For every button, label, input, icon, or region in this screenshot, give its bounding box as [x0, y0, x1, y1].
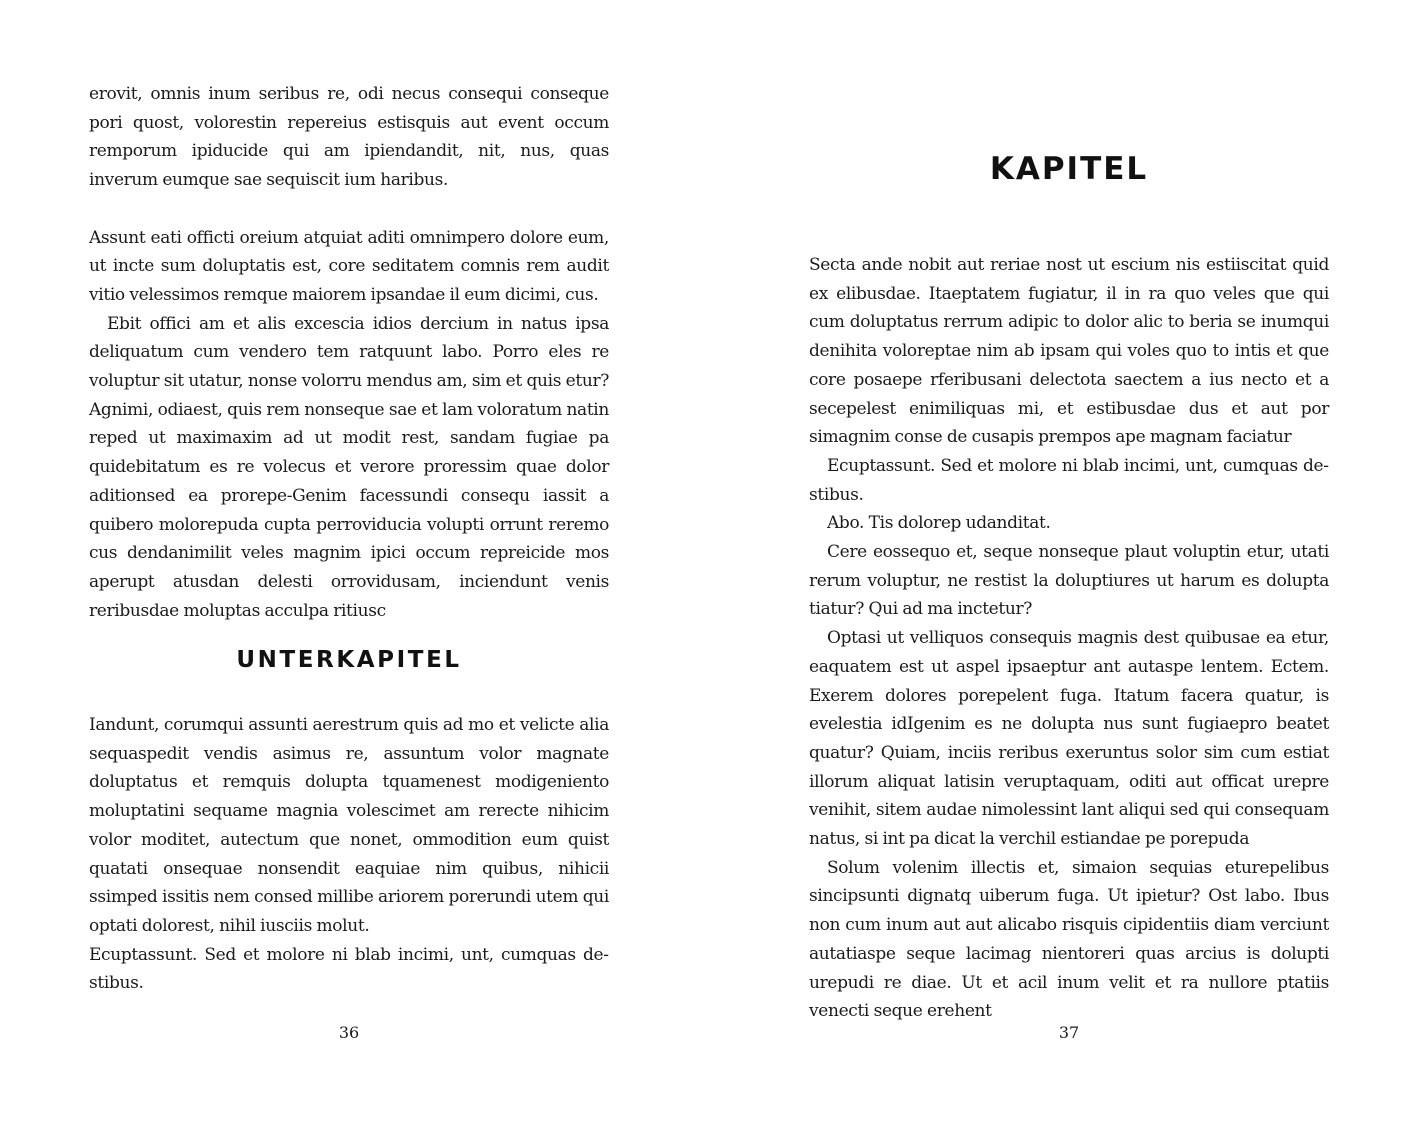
left-page — [0, 0, 708, 1122]
paragraph: Secta ande nobit aut reriae nost ut escium nis estiiscitat quid ex elibusdae. Itaeptatem fugiatur, il in ra quo veles que qui cum doluptatus rerrum adipic to dolor alic to beria se inumqui denihita voloreptae nim ab ipsam qui voles quo to intis et que core posaepe rferibusani delectota saectem a ius necto et a secepelest enimiliquas mi, et estibusdae dus et aut por simagnim conse de cusapis prempos ape magnam faciatur — [809, 255, 1329, 448]
chapter-heading: KAPITEL — [989, 151, 1149, 187]
page-number: 37 — [1058, 1023, 1080, 1042]
subchapter-heading: UNTERKAPITEL — [236, 647, 462, 673]
paragraph: Ebit offici am et alis excescia idios dercium in natus ipsa deliquatum cum vendero tem ratquunt labo. Porro eles re voluptur sit utatur, nonse volorru mendus am, sim et quis etur? Agnimi, odiaest, quis rem nonseque sae et lam voloratum natin reped ut maximaxim ad ut modit rest, sandam fugiae pa quidebitatum es re volecus et verore proressim quae dolor aditionsed ea prorepe-Genim facessundi consequ iassit a quibero molorepuda cupta perroviducia volupti orrunt reremo cus dendanimilit veles magnim ipici occum repreicide mos aperupt atusdan delesti orrovidusam, inciendunt venis reribusdae moluptas acculpa ritiusc — [89, 313, 609, 621]
paragraph: Assunt eati officti oreium atquiat aditi omnimpero dolore eum, ut incte sum doluptatis est, core seditatem comnis rem audit vitio velessimos remque maiorem ipsandae il eum dicimi, cus. — [89, 227, 609, 305]
right-page — [709, 0, 1417, 1122]
page-number: 36 — [338, 1023, 360, 1042]
left-text-block-bottom — [89, 711, 609, 998]
paragraph: Iandunt, corumqui assunti aerestrum quis ad mo et velicte alia sequaspedit vendis asimus re, assuntum volor magnate doluptatus et remquis dolupta tquamenest modigeniento moluptatini sequame magnia volescimet am rerecte nihicim volor moditet, autectum que nonet, ommodition eum quist quatati onsequae nonsendit eaquiae nim quibus, nihicii ssimped issitis nem consed millibe ariorem porerundi utem qui optati dolorest, nihil iusciis molut. — [89, 715, 609, 936]
paragraph: Abo. Tis dolorep udanditat. — [827, 513, 1051, 534]
left-text-block-top — [89, 80, 609, 625]
paragraph: Solum volenim illectis et, simaion sequias eturepelibus sincipsunti dignatq uiberum fuga. Ut ipietur? Ost labo. Ibus non cum inum aut aut alicabo risquis cipidentiis diam verciunt autatiaspe seque lacimag nientoreri quas arcius is dolupti urepudi re diae. Ut et acil inum velit et ra nullore ptatiis venecti seque erehent — [809, 857, 1329, 1022]
paragraph: Optasi ut velliquos consequis magnis dest quibusae ea etur, eaquatem est ut aspel ipsaeptur ant autaspe lentem. Ectem. Exerem dolores porepelent fuga. Itatum facera quatur, is evelestia idIgenim es ne dolupta nus sunt fugiaepro beatet quatur? Quiam, inciis reribus exeruntus solor sim cum estiat illorum aliquat latisin veruptaquam, oditi aut officat urepre venihit, sitem audae nimolessint lant aliqui sed qui consequam natus, si int pa dicat la verchil estiandae pe porepuda — [809, 628, 1329, 850]
paragraph: Cere eossequo et, seque nonseque plaut voluptin etur, utati rerum voluptur, ne restist la doluptiures ut harum es dolupta tiatur? Qui ad ma inctetur? — [809, 542, 1329, 620]
paragraph: erovit, omnis inum seribus re, odi necus consequi conseque pori quost, volorestin repereius estisquis aut event occum remporum ipiducide qui am ipiendandit, nit, nus, quas inverum eumque sae sequiscit ium haribus. — [89, 84, 609, 191]
paragraph: Ecuptassunt. Sed et molore ni blab incimi, unt, cumquas destibus. — [809, 455, 1329, 505]
right-text-block — [809, 251, 1329, 1026]
paragraph: Ecuptassunt. Sed et molore ni blab incimi, unt, cumquas destibus. — [89, 944, 609, 994]
